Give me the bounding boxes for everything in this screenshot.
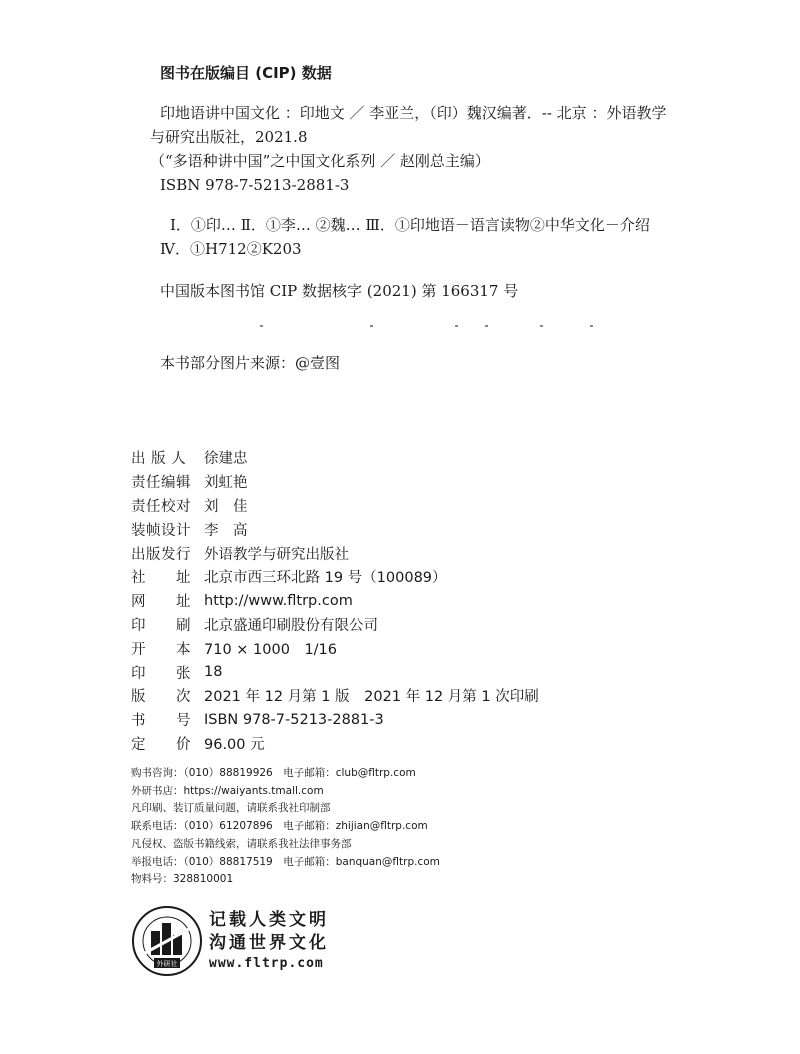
info-row (131, 446, 651, 470)
brand-url: www.fltrp.com (209, 956, 324, 971)
cip-classification: Ⅰ．①印… Ⅱ．①李… ②魏… Ⅲ．①印地语－语言读物②中华文化－介绍 (170, 216, 650, 234)
publication-info (131, 446, 651, 755)
contact-line: 举报电话：（010）88817519 电子邮箱：banquan@fltrp.com (131, 855, 440, 868)
info-value: 18 (204, 664, 223, 681)
info-row (131, 660, 651, 684)
info-value: 外语教学与研究出版社 (204, 546, 349, 563)
fltrp-logo-icon (131, 905, 203, 977)
info-row (131, 732, 651, 756)
info-row (131, 517, 651, 541)
info-row (131, 636, 651, 660)
website-link: http://www.fltrp.com (204, 592, 353, 609)
info-value: 710 × 1000 1/16 (204, 641, 338, 658)
info-value: 徐建忠 (204, 451, 248, 468)
info-value: 北京盛通印刷股份有限公司 (204, 617, 378, 634)
contact-line: 物料号：328810001 (131, 873, 234, 886)
contact-line: 凡侵权、盗版书籍线索，请联系我社法律事务部 (131, 837, 352, 850)
contact-line: 联系电话：（010）61207896 电子邮箱：zhijian@fltrp.com (131, 820, 428, 833)
info-value: 北京市西三环北路 19 号（100089） (204, 570, 447, 587)
info-label: 装帧设计 (131, 522, 191, 539)
scan-speckles (260, 325, 640, 331)
cip-number: 中国版本图书馆 CIP 数据核字 (2021) 第 166317 号 (160, 282, 519, 300)
cip-isbn: ISBN 978-7-5213-2881-3 (160, 176, 350, 194)
info-row (131, 589, 651, 613)
info-label: 书 号 (131, 713, 191, 730)
info-value: 2021 年 12 月第 1 版 2021 年 12 月第 1 次印刷 (204, 689, 539, 706)
cip-classification: Ⅳ．①H712②K203 (160, 240, 302, 258)
info-label: 印 张 (131, 665, 191, 682)
info-label: 出版发行 (131, 546, 191, 563)
publisher-brand (131, 905, 329, 977)
contact-info (131, 765, 531, 889)
info-row (131, 494, 651, 518)
info-row (131, 541, 651, 565)
image-source-note: 本书部分图片来源：@壹图 (160, 354, 341, 372)
price-value: 96.00 元 (204, 736, 265, 753)
contact-line: 外研书店：https://waiyants.tmall.com (131, 784, 324, 797)
cip-line: （“多语种讲中国”之中国文化系列 ／ 赵刚总主编） (150, 152, 490, 170)
cip-title: 图书在版编目 (CIP) 数据 (160, 64, 332, 82)
info-row (131, 470, 651, 494)
info-label: 定 价 (131, 736, 191, 753)
info-label: 印 刷 (131, 617, 191, 634)
info-row (131, 613, 651, 637)
slogan-line: 记载人类文明 (209, 910, 329, 930)
cip-line: 与研究出版社，2021.8 (150, 128, 308, 146)
info-label: 开 本 (131, 641, 191, 658)
slogan (209, 909, 329, 973)
info-row (131, 684, 651, 708)
info-label: 网 址 (131, 594, 191, 611)
logo-text: 外研社 (156, 960, 178, 968)
cip-block (150, 62, 760, 303)
info-row (131, 565, 651, 589)
info-label: 社 址 (131, 570, 191, 587)
info-value: 刘虹艳 (204, 475, 248, 492)
contact-line: 购书咨询：（010）88819926 电子邮箱：club@fltrp.com (131, 767, 416, 779)
slogan-line: 沟通世界文化 (209, 933, 329, 953)
info-value: ISBN 978-7-5213-2881-3 (204, 711, 384, 728)
info-value: 李 高 (204, 522, 248, 539)
cip-line: 印地语讲中国文化 ：印地文 ／ 李亚兰，（印）魏汉编著．-- 北京 ：外语教学 (160, 104, 667, 122)
info-label: 出 版 人 (131, 451, 187, 468)
info-row (131, 708, 651, 732)
info-label: 版 次 (131, 689, 191, 706)
info-label: 责任校对 (131, 498, 191, 515)
info-value: 刘 佳 (204, 498, 248, 515)
info-label: 责任编辑 (131, 475, 191, 492)
contact-line: 凡印刷、装订质量问题，请联系我社印制部 (131, 802, 331, 815)
